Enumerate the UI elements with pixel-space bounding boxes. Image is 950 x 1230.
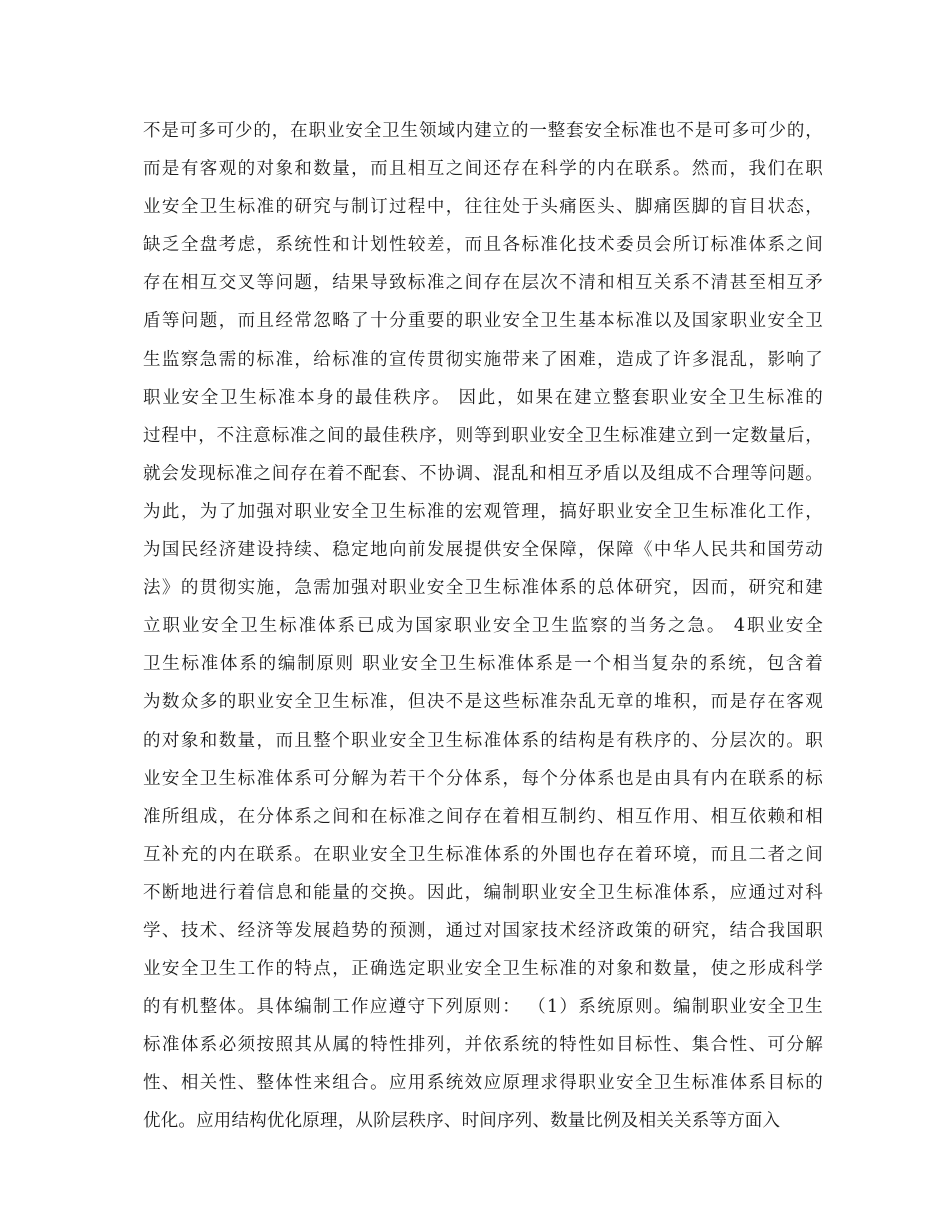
text-line: 不是可多可少的，在职业安全卫生领域内建立的一整套安全标准也不是可多可少的， [143, 121, 823, 141]
text-line: 就会发现标准之间存在着不配套、不协调、混乱和相互矛盾以及组成不合理等问题。 [143, 463, 823, 484]
text-line: 法》的贯彻实施，急需加强对职业安全卫生标准体系的总体研究，因而，研究和建 [143, 578, 823, 599]
text-line: 而是有客观的对象和数量，而且相互之间还存在科学的内在联系。然而，我们在职 [143, 159, 823, 180]
text-line: 业安全卫生标准体系可分解为若干个分体系，每个分体系也是由具有内在联系的标 [143, 768, 823, 789]
text-line: 生监察急需的标准，给标准的宣传贯彻实施带来了困难，造成了许多混乱，影响了 [143, 349, 823, 370]
text-line: 为国民经济建设持续、稳定地向前发展提供安全保障，保障《中华人民共和国劳动 [143, 540, 823, 561]
text-line: 的对象和数量，而且整个职业安全卫生标准体系的结构是有秩序的、分层次的。职 [143, 730, 823, 751]
text-line: 业安全卫生标准的研究与制订过程中，往往处于头痛医头、脚痛医脚的盲目状态， [143, 197, 823, 218]
text-line: 不断地进行着信息和能量的交换。因此，编制职业安全卫生标准体系，应通过对科 [143, 882, 823, 903]
text-line: 学、技术、经济等发展趋势的预测，通过对国家技术经济政策的研究，结合我国职 [143, 920, 823, 941]
body-text [143, 112, 823, 1141]
text-line: 立职业安全卫生标准体系已成为国家职业安全卫生监察的当务之急。 4职业安全 [143, 616, 823, 637]
text-line: 卫生标准体系的编制原则 职业安全卫生标准体系是一个相当复杂的系统，包含着 [143, 654, 823, 675]
text-line: 缺乏全盘考虑，系统性和计划性较差，而且各标准化技术委员会所订标准体系之间 [143, 235, 823, 256]
text-line: 准所组成，在分体系之间和在标准之间存在着相互制约、相互作用、相互依赖和相 [143, 806, 823, 827]
text-line: 的有机整体。具体编制工作应遵守下列原则： （1）系统原则。编制职业安全卫生 [143, 997, 823, 1018]
text-line: 为数众多的职业安全卫生标准，但决不是这些标准杂乱无章的堆积，而是存在客观 [143, 692, 823, 713]
text-line: 存在相互交叉等问题，结果导致标准之间存在层次不清和相互关系不清甚至相互矛 [143, 273, 823, 294]
text-line: 职业安全卫生标准本身的最佳秩序。 因此，如果在建立整套职业安全卫生标准的 [143, 387, 823, 408]
text-line: 标准体系必须按照其从属的特性排列，并依系统的特性如目标性、集合性、可分解 [143, 1035, 823, 1056]
text-line: 过程中，不注意标准之间的最佳秩序，则等到职业安全卫生标准建立到一定数量后， [143, 425, 823, 446]
text-line: 优化。应用结构优化原理，从阶层秩序、时间序列、数量比例及相关关系等方面入 [143, 1111, 781, 1132]
text-line: 为此，为了加强对职业安全卫生标准的宏观管理，搞好职业安全卫生标准化工作， [143, 501, 823, 522]
text-line: 业安全卫生工作的特点，正确选定职业安全卫生标准的对象和数量，使之形成科学 [143, 959, 823, 980]
text-line: 盾等问题，而且经常忽略了十分重要的职业安全卫生基本标准以及国家职业安全卫 [143, 311, 823, 332]
text-line: 性、相关性、整体性来组合。应用系统效应原理求得职业安全卫生标准体系目标的 [143, 1073, 823, 1094]
text-line: 互补充的内在联系。在职业安全卫生标准体系的外围也存在着环境，而且二者之间 [143, 844, 823, 865]
